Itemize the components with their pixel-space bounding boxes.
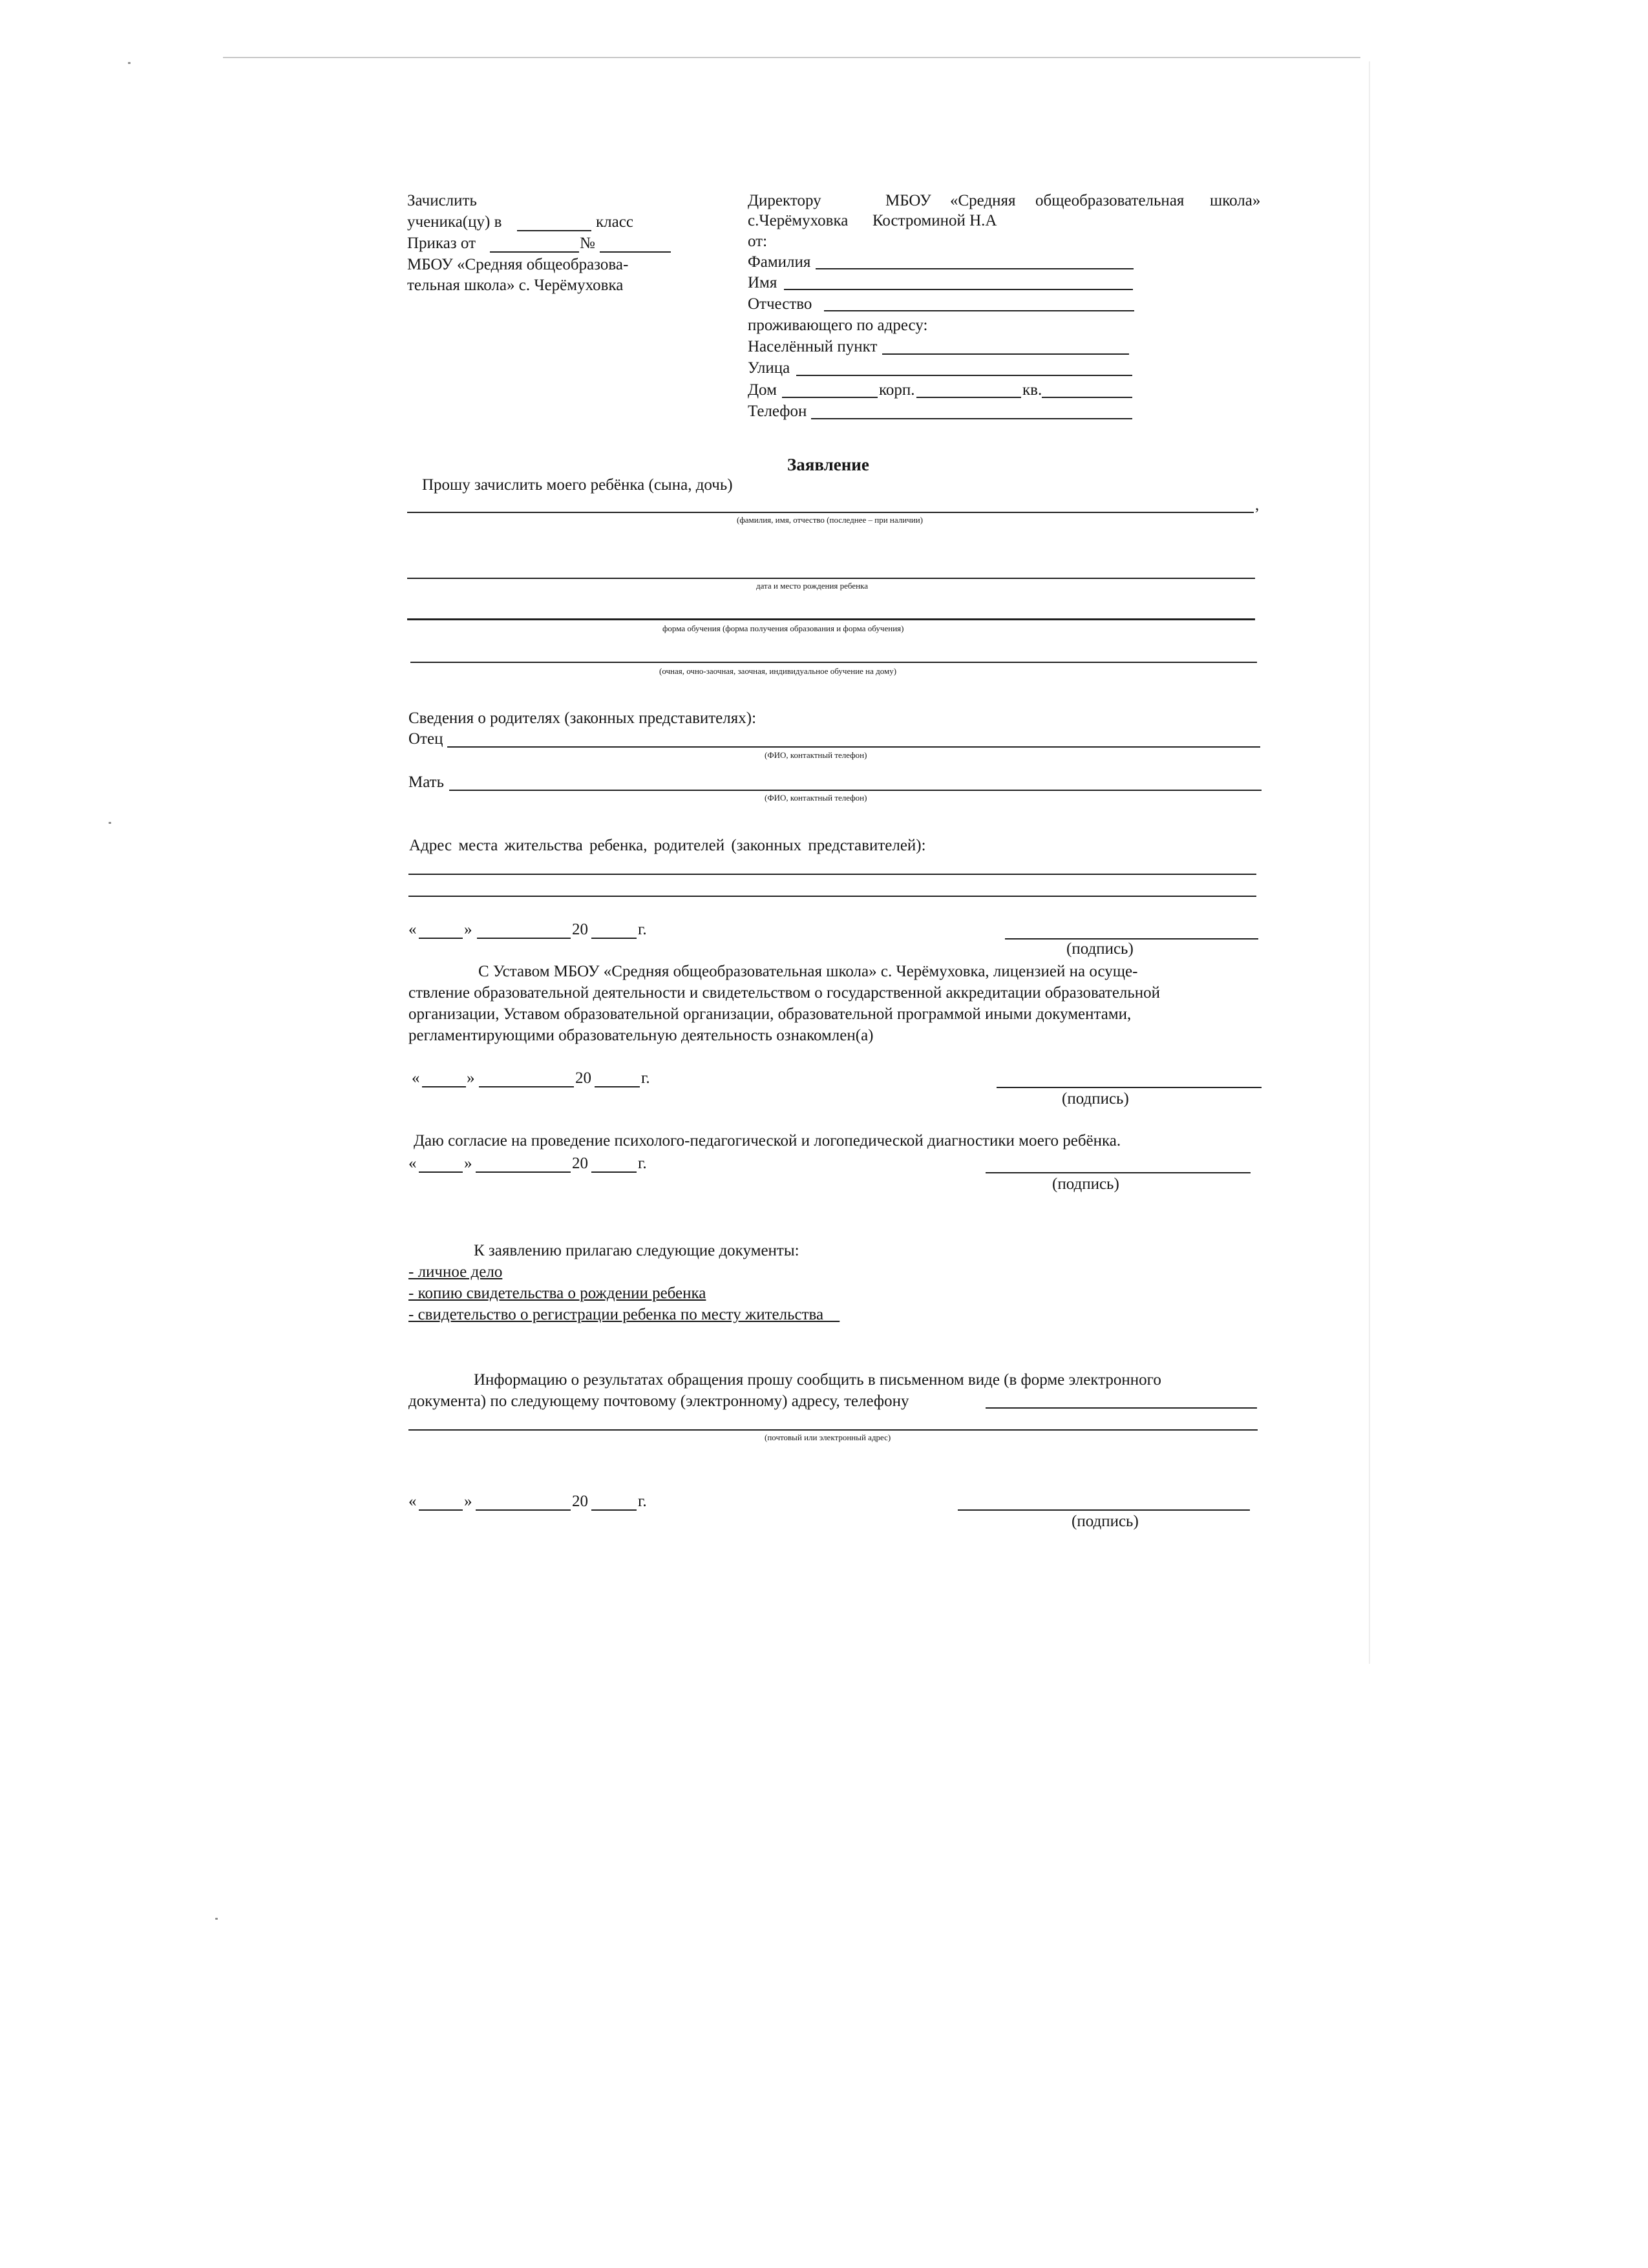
address-heading: Адрес места жительства ребенка, родителей (законных представителей): (409, 837, 926, 854)
attachment-item: - копию свидетельства о рождении ребенка (408, 1285, 706, 1302)
order-date-field[interactable] (490, 251, 579, 253)
school-word-3: школа» (1210, 192, 1261, 209)
day-field[interactable] (422, 1086, 466, 1087)
phone-field[interactable] (811, 418, 1132, 419)
village-label: с.Черёмуховка (748, 212, 849, 229)
name-label: Имя (748, 274, 777, 291)
signature-field[interactable] (997, 1087, 1262, 1088)
patronymic-label: Отчество (748, 295, 812, 313)
order-number-label: № (580, 235, 595, 252)
child-birth-field[interactable] (407, 578, 1255, 579)
scan-speck (215, 1918, 218, 1920)
date-quote-open: « (408, 1155, 417, 1172)
scan-edge-top (223, 57, 1360, 58)
signature-field[interactable] (986, 1172, 1251, 1173)
charter-line-3: организации, Уставом образовательной организации, образовательной программой иными документами, (408, 1005, 1132, 1023)
mother-field[interactable] (449, 790, 1262, 791)
scan-speck (128, 62, 131, 64)
apartment-field[interactable] (1042, 397, 1132, 398)
locality-field[interactable] (882, 353, 1129, 355)
day-field[interactable] (419, 1171, 463, 1173)
year-field[interactable] (591, 1509, 637, 1511)
year-suffix: г. (641, 1069, 650, 1087)
surname-field[interactable] (816, 268, 1134, 269)
hint-education-options: (очная, очно-заочная, заочная, индивидуальное обучение на дому) (659, 666, 897, 676)
mbou-label: МБОУ (885, 192, 931, 209)
hint-child-fio: (фамилия, имя, отчество (последнее – при наличии) (737, 515, 923, 525)
year-field[interactable] (591, 938, 637, 939)
hint-birth: дата и место рождения ребенка (756, 581, 868, 591)
grade-suffix: класс (596, 213, 633, 231)
hint-father: (ФИО, контактный телефон) (765, 750, 867, 760)
enroll-label: Зачислить (407, 192, 477, 209)
contact-field-inline[interactable] (986, 1407, 1257, 1409)
year-field[interactable] (591, 1171, 637, 1173)
month-field[interactable] (476, 1509, 571, 1511)
day-field[interactable] (419, 1509, 463, 1511)
phone-label: Телефон (748, 403, 807, 420)
date-quote-open: « (408, 1493, 417, 1510)
year-suffix: г. (638, 921, 647, 938)
house-label: Дом (748, 381, 777, 399)
date-quote-close: » (464, 921, 472, 938)
street-label: Улица (748, 359, 790, 377)
year-prefix: 20 (572, 1155, 588, 1172)
hint-mother: (ФИО, контактный телефон) (765, 793, 867, 803)
year-field[interactable] (595, 1086, 640, 1087)
grade-field[interactable] (517, 230, 591, 231)
info-line-1: Информацию о результатах обращения прошу сообщить в письменном виде (в форме электронного (474, 1371, 1161, 1389)
year-suffix: г. (638, 1155, 647, 1172)
year-suffix: г. (638, 1493, 647, 1510)
month-field[interactable] (477, 938, 571, 939)
scan-edge-right (1369, 61, 1370, 1664)
contact-field[interactable] (408, 1429, 1258, 1431)
name-field[interactable] (784, 289, 1133, 290)
hint-education-form: форма обучения (форма получения образования и форма обучения) (662, 624, 904, 633)
child-fio-field[interactable] (407, 512, 1254, 513)
year-prefix: 20 (575, 1069, 591, 1087)
year-prefix: 20 (572, 1493, 588, 1510)
order-label: Приказ от (407, 235, 476, 252)
charter-line-4: регламентирующими образовательную деятельность ознакомлен(а) (408, 1027, 874, 1044)
surname-label: Фамилия (748, 253, 811, 271)
director-name: Костроминой Н.А (872, 212, 997, 229)
signature-label: (подпись) (1072, 1513, 1139, 1530)
address-field-2[interactable] (408, 896, 1256, 897)
mother-label: Мать (408, 773, 445, 791)
date-quote-open: « (412, 1069, 420, 1087)
consent-text: Даю согласие на проведение психолого-педагогической и логопедической диагностики моего ребёнка. (414, 1132, 1121, 1150)
patronymic-field[interactable] (824, 310, 1134, 311)
order-number-field[interactable] (600, 251, 671, 253)
date-quote-close: » (464, 1493, 472, 1510)
year-prefix: 20 (572, 921, 588, 938)
charter-line-1: С Уставом МБОУ «Средняя общеобразовательная школа» с. Черёмуховка, лицензией на осуще- (478, 963, 1138, 980)
request-text: Прошу зачислить моего ребёнка (сына, дочь) (422, 476, 733, 494)
street-field[interactable] (796, 375, 1132, 376)
signature-label: (подпись) (1066, 940, 1134, 958)
attachment-item: - свидетельство о регистрации ребенка по месту жительства__ (408, 1306, 840, 1323)
father-field[interactable] (447, 746, 1260, 748)
apartment-label: кв. (1022, 381, 1042, 399)
signature-label: (подпись) (1062, 1090, 1129, 1108)
signature-field[interactable] (1005, 938, 1258, 940)
school-word-2: общеобразовательная (1035, 192, 1185, 209)
hint-contact: (почтовый или электронный адрес) (765, 1433, 891, 1442)
attachment-item: - личное дело (408, 1263, 503, 1281)
info-line-2: документа) по следующему почтовому (электронному) адресу, телефону (408, 1392, 909, 1410)
attachments-heading: К заявлению прилагаю следующие документы: (474, 1242, 799, 1259)
house-field[interactable] (782, 397, 878, 398)
school-word-1: «Средняя (950, 192, 1016, 209)
father-label: Отец (408, 730, 443, 748)
building-label: корп. (879, 381, 915, 399)
parents-heading: Сведения о родителях (законных представителях): (408, 709, 757, 727)
director-label: Директору (748, 192, 821, 209)
month-field[interactable] (476, 1171, 571, 1173)
day-field[interactable] (419, 938, 463, 939)
scan-speck (109, 822, 111, 824)
education-option-field[interactable] (410, 662, 1257, 663)
grade-label: ученика(цу) в (407, 213, 502, 231)
month-field[interactable] (479, 1086, 574, 1087)
date-quote-close: » (464, 1155, 472, 1172)
locality-label: Населённый пункт (748, 338, 878, 355)
signature-field[interactable] (958, 1509, 1250, 1511)
address-field-1[interactable] (408, 874, 1256, 875)
signature-label: (подпись) (1052, 1175, 1119, 1193)
school-name-line1: МБОУ «Средняя общеобразова- (407, 256, 629, 273)
education-form-field[interactable] (407, 618, 1255, 620)
charter-line-2: ствление образовательной деятельности и свидетельством о государственной аккредитации образовательной (408, 984, 1161, 1002)
building-field[interactable] (916, 397, 1021, 398)
school-name-line2: тельная школа» с. Черёмуховка (407, 277, 624, 294)
document-title: Заявление (787, 455, 869, 474)
date-quote-open: « (408, 921, 417, 938)
from-label: от: (748, 233, 768, 250)
residing-label: проживающего по адресу: (748, 317, 928, 334)
date-quote-close: » (467, 1069, 475, 1087)
comma: , (1255, 496, 1260, 514)
